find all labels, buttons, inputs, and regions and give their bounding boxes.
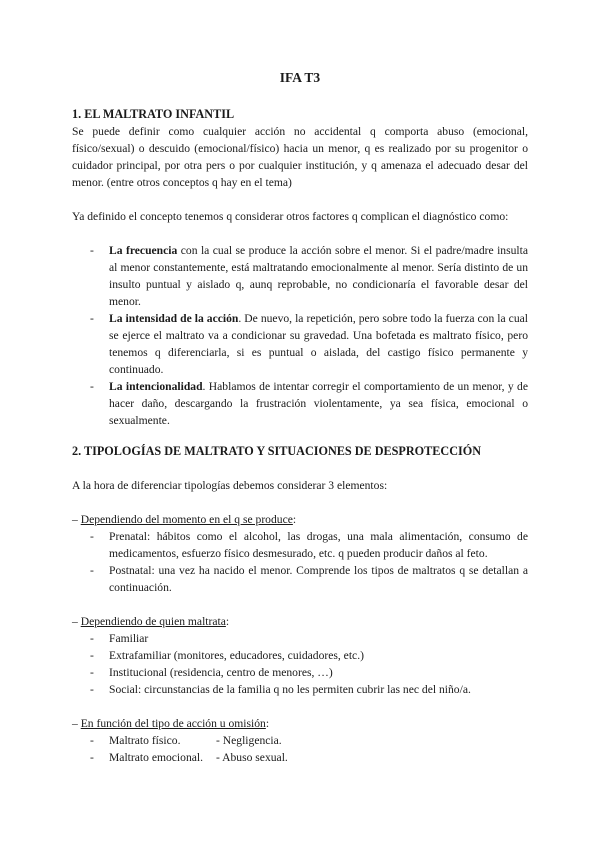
dash-prefix: –	[72, 615, 81, 628]
group-3-label: En función del tipo de acción u omisión	[80, 717, 266, 730]
list-item: - Social: circunstancias de la familia q no les permiten cubrir las nec del niño/a.	[72, 681, 528, 698]
group-2-label: Dependiendo de quien maltrata	[80, 615, 226, 628]
group-1-label: Dependiendo del momento en el q se produce	[80, 513, 293, 526]
list-item	[72, 732, 528, 749]
group-1-list	[72, 528, 528, 596]
colon: :	[265, 717, 270, 730]
factor-text: con la cual se produce la acción sobre el menor. Si el padre/madre insulta al menor constantemente, está maltratando emocionalmente al menor. Sería distinto de un insulto puntual y aislado q, aunq reprobable, no condicionaría el favorable desar del menor.	[109, 244, 528, 308]
factor-item	[72, 378, 528, 429]
list-item: - Institucional (residencia, centro de menores, …)	[72, 664, 528, 681]
list-item: - Postnatal: una vez ha nacido el menor. Comprende los tipos de maltratos q se detallan a continuación.	[72, 562, 528, 596]
colon: :	[292, 513, 297, 526]
list-item: - Extrafamiliar (monitores, educadores, cuidadores, etc.)	[72, 647, 528, 664]
factor-text: . De nuevo, la repetición, pero sobre todo la fuerza con la cual se ejerce el maltrato va a condicionar su gravedad. Una bofetada es maltrato físico, pero tenemos q diferenciarla, si es puntual o aislada, del castigo físico permanente y continuado.	[109, 312, 528, 376]
group-2-heading	[72, 613, 528, 630]
factor-text: . Hablamos de intentar corregir el comportamiento de un menor, y de hacer daño, descargando la frustración violentamente, ya sea física, emocional o sexualmente.	[109, 380, 528, 427]
section-2-heading: 2. TIPOLOGÍAS DE MALTRATO Y SITUACIONES DE DESPROTECCIÓN	[72, 444, 482, 458]
group-1-heading	[72, 511, 528, 528]
section-1-heading: 1. EL MALTRATO INFANTIL	[72, 107, 235, 121]
list-item	[72, 749, 528, 766]
factors-list	[72, 242, 528, 429]
list-item: - Familiar	[72, 630, 528, 647]
dash-prefix: –	[72, 717, 81, 730]
factor-term: La intencionalidad	[109, 380, 203, 393]
type-left: Maltrato físico.	[109, 734, 181, 747]
type-left: Maltrato emocional.	[109, 751, 204, 764]
list-item: - Prenatal: hábitos como el alcohol, las drogas, una mala alimentación, consumo de medicamentos, esfuerzo físico desmesurado, etc. q pueden producir daños al feto.	[72, 528, 528, 562]
colon: :	[225, 615, 230, 628]
factors-intro: Ya definido el concepto tenemos q considerar otros factores q complican el diagnóstico como:	[72, 210, 509, 223]
section-1-intro: Se puede definir como cualquier acción no accidental q comporta abuso (emocional, físico/sexual) o descuido (emocional/físico) hacia un menor, q es realizado por su progenitor o cuidador principal, por otra pers o por cualquier institución, y q amenaza el adecuado desar del menor. (entre otros conceptos q hay en el tema)	[72, 125, 528, 189]
factor-item	[72, 242, 528, 310]
type-right: - Negligencia.	[216, 734, 282, 747]
dash-prefix: –	[72, 513, 81, 526]
factor-item	[72, 310, 528, 378]
factor-term: La frecuencia	[109, 244, 178, 257]
type-right: - Abuso sexual.	[216, 751, 288, 764]
section-2-intro: A la hora de diferenciar tipologías debemos considerar 3 elementos:	[72, 479, 388, 492]
group-3-list	[72, 732, 528, 766]
document-title: IFA T3	[279, 70, 321, 85]
group-3-heading	[72, 715, 528, 732]
factor-term: La intensidad de la acción	[109, 312, 239, 325]
group-2-list	[72, 630, 528, 698]
